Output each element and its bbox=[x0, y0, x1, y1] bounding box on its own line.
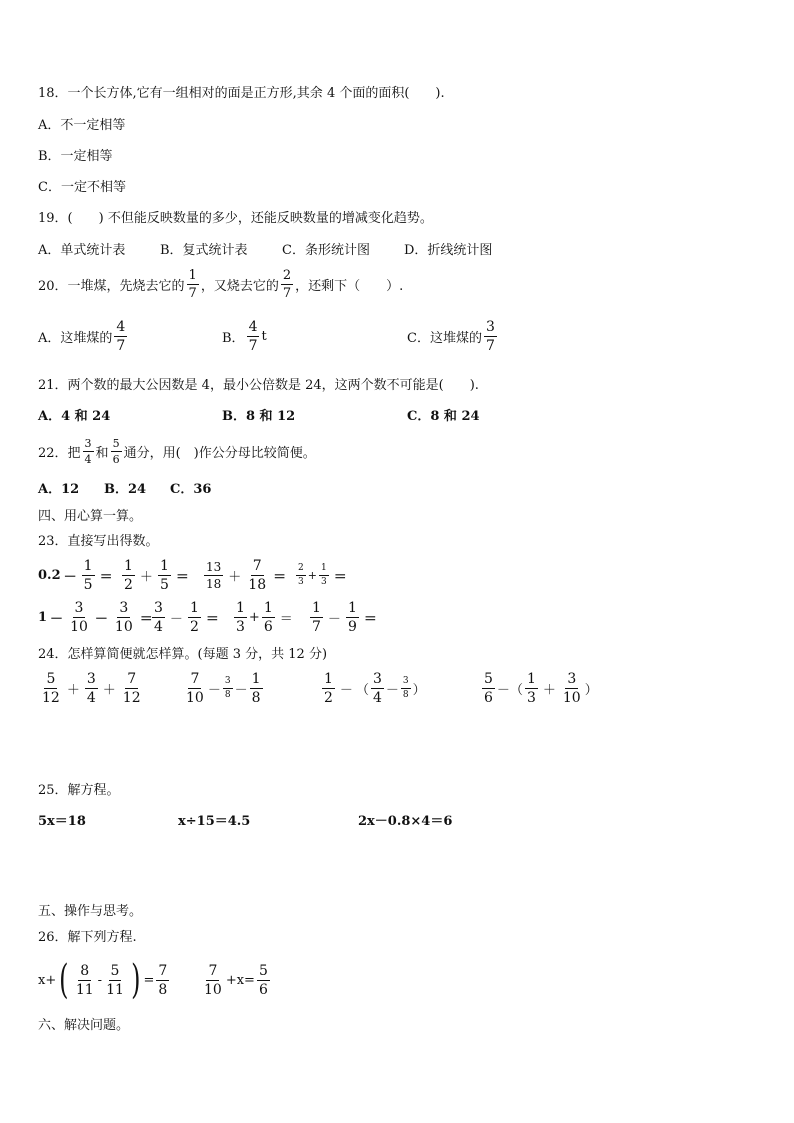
q21-stem: 21．两个数的最大公因数是 4，最小公倍数是 24，这两个数不可能是( ). bbox=[38, 377, 479, 393]
paren-left: ( bbox=[59, 957, 69, 1003]
q24-expr-4: $\frac{5}{6}$ － （ $\frac{1}{3}$ ＋ $\frac{3}{10}$ ） bbox=[484, 670, 598, 706]
section-4-heading: 四、用心算一算。 bbox=[38, 508, 143, 524]
q24-expr-3: $\frac{1}{2}$ － （ $\frac{3}{4}$ － $\frac{3}{8}$ ） bbox=[324, 670, 426, 706]
q25-eq-2: x÷15＝4.5 bbox=[178, 813, 251, 829]
q19-option-d: D．折线统计图 bbox=[404, 242, 493, 258]
q25-stem: 25．解方程。 bbox=[38, 782, 120, 798]
q18-option-b: B．一定相等 bbox=[38, 148, 113, 164]
q23-r2-b: $\frac{3}{4}$ － $\frac{1}{2}$ ＝ bbox=[154, 599, 219, 635]
q19-option-a: A．单式统计表 bbox=[38, 242, 126, 258]
q23-r1-b: $\frac{1}{2}$ ＋ $\frac{1}{5}$ ＝ bbox=[124, 557, 189, 593]
q21-option-a: A．4 和 24 bbox=[38, 408, 111, 424]
q25-eq-3: 2x－0.8×4＝6 bbox=[358, 813, 453, 829]
q20-option-b: B． $\frac{4}{7}$ t bbox=[222, 318, 267, 354]
paren-right: ) bbox=[131, 957, 141, 1003]
q20-option-c: C．这堆煤的 $\frac{3}{7}$ bbox=[407, 318, 495, 354]
q22-option-b: B．24 bbox=[104, 481, 147, 497]
q20-stem: 20．一堆煤，先烧去它的 $\frac{1}{7}$ ，又烧去它的 $\frac{2}{7}$ ，还剩下（ ）. bbox=[38, 267, 404, 301]
q23-r1-a: 0.2 － $\frac{1}{5}$ ＝ bbox=[38, 557, 113, 593]
q22-option-a: A．12 bbox=[38, 481, 80, 497]
q22-option-c: C．36 bbox=[170, 481, 212, 497]
q18-option-c: C．一定不相等 bbox=[38, 179, 126, 195]
section-5-heading: 五、操作与思考。 bbox=[38, 903, 143, 919]
q23-r2-c: $\frac{1}{3}$ + $\frac{1}{6}$ ＝ bbox=[236, 599, 293, 635]
q23-r2-d: $\frac{1}{7}$ － $\frac{1}{9}$ ＝ bbox=[312, 599, 377, 635]
q20-option-a: A．这堆煤的 $\frac{4}{7}$ bbox=[38, 318, 126, 354]
q25-eq-1: 5x＝18 bbox=[38, 813, 86, 829]
q24-expr-1: $\frac{5}{12}$ ＋ $\frac{3}{4}$ ＋ $\frac{7}{12}$ bbox=[42, 670, 141, 706]
q24-expr-2: $\frac{7}{10}$ － $\frac{3}{8}$ － $\frac{1}{8}$ bbox=[186, 670, 261, 706]
q26-eq-2: $\frac{7}{10}$ +x= $\frac{5}{6}$ bbox=[204, 962, 268, 998]
q19-option-c: C．条形统计图 bbox=[282, 242, 370, 258]
q19-option-b: B．复式统计表 bbox=[160, 242, 248, 258]
q18-stem: 18．一个长方体,它有一组相对的面是正方形,其余 4 个面的面积( ). bbox=[38, 85, 445, 101]
section-6-heading: 六、解决问题。 bbox=[38, 1017, 130, 1033]
fraction: $\frac{1}{7}$ bbox=[188, 267, 197, 301]
fraction: $\frac{2}{7}$ bbox=[282, 267, 292, 301]
q23-r2-a: 1 － $\frac{3}{10}$ － $\frac{3}{10}$ ＝ bbox=[38, 599, 153, 635]
q21-option-b: B．8 和 12 bbox=[222, 408, 296, 424]
q26-eq-1: x+ ( $\frac{8}{11}$ - $\frac{5}{11}$ ) = $\frac{7}{8}$ bbox=[38, 957, 168, 1003]
q24-stem: 24．怎样算简便就怎样算。(每题 3 分，共 12 分) bbox=[38, 646, 328, 662]
q26-stem: 26．解下列方程. bbox=[38, 929, 137, 945]
q21-option-c: C．8 和 24 bbox=[407, 408, 480, 424]
q23-r1-d: $\frac{2}{3}$ + $\frac{1}{3}$ ＝ bbox=[298, 562, 347, 587]
q22-stem: 22．把 $\frac{3}{4}$ 和 $\frac{5}{6}$ 通分，用( )作公分母比较简便。 bbox=[38, 436, 316, 466]
q18-option-a: A．不一定相等 bbox=[38, 117, 126, 133]
q19-stem: 19．( ) 不但能反映数量的多少，还能反映数量的增减变化趋势。 bbox=[38, 210, 433, 226]
q23-r1-c: $\frac{13}{18}$ ＋ $\frac{7}{18}$ ＝ bbox=[206, 557, 287, 593]
q23-stem: 23．直接写出得数。 bbox=[38, 533, 159, 549]
